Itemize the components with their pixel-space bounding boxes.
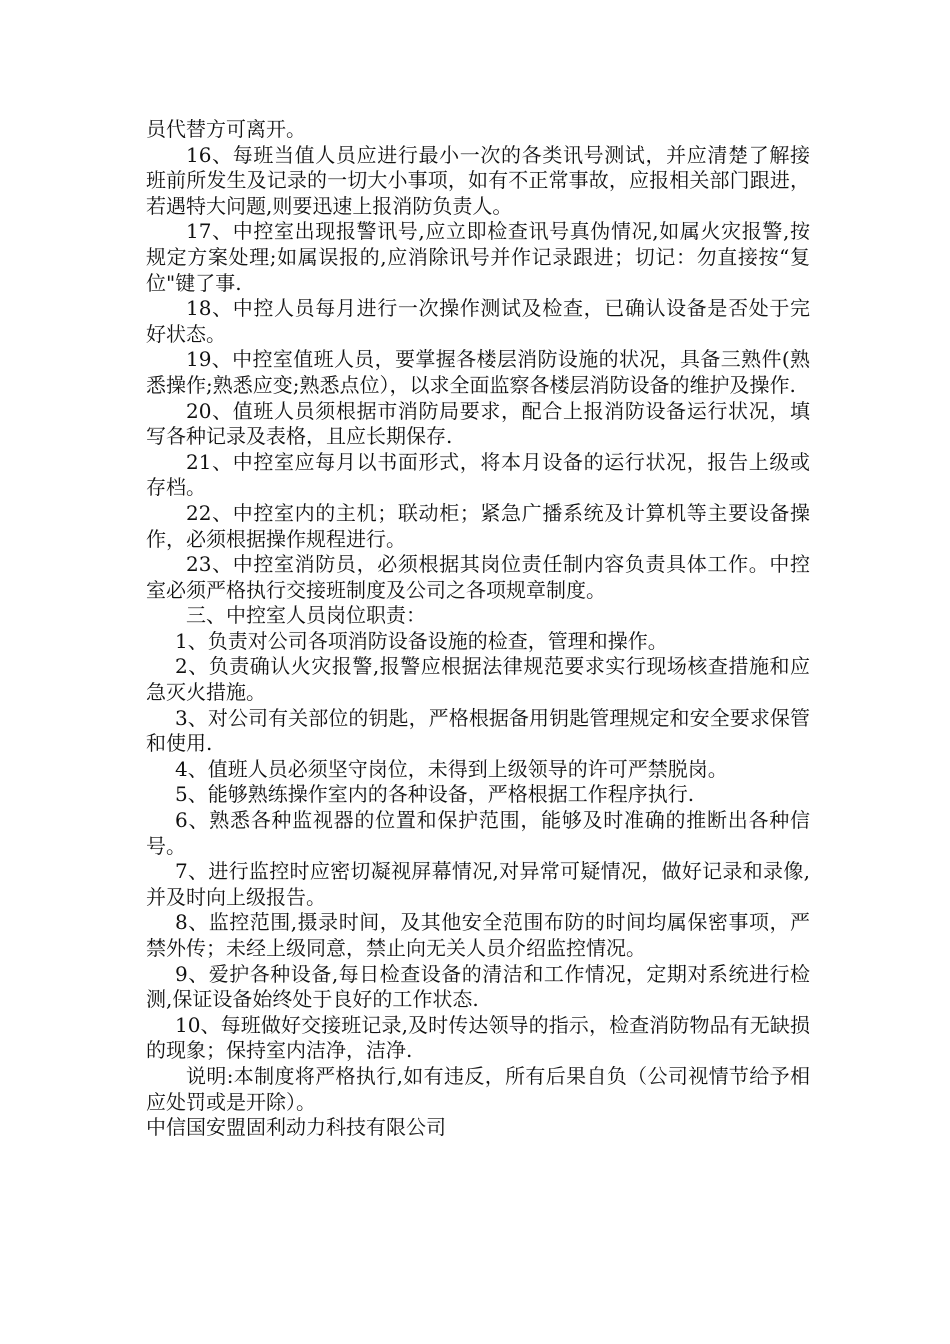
company-signature: 中信国安盟固利动力科技有限公司 <box>146 1115 446 1140</box>
paragraph-continuation: 员代替方可离开。 <box>146 117 306 141</box>
duty-6: 6、熟悉各种监视器的位置和保护范围，能够及时准确的推断出各种信号。 <box>146 808 810 858</box>
rule-20: 20、值班人员须根据市消防局要求，配合上报消防设备运行状况，填写各种记录及表格，且应长期保存. <box>146 398 810 449</box>
duty-3: 3、对公司有关部位的钥匙，严格根据备用钥匙管理规定和安全要求保管和使用. <box>146 705 810 756</box>
section-heading-duties: 三、中控室人员岗位职责： <box>186 603 426 628</box>
rule-18: 18、中控人员每月进行一次操作测试及检查，已确认设备是否处于完好状态。 <box>146 296 810 346</box>
rule-22: 22、中控室内的主机；联动柜；紧急广播系统及计算机等主要设备操作，必须根据操作规程进行。 <box>146 500 810 551</box>
rule-21: 21、中控室应每月以书面形式，将本月设备的运行状况，报告上级或存档。 <box>146 449 810 500</box>
duty-5: 5、能够熟练操作室内的各种设备，严格根据工作程序执行. <box>175 782 695 807</box>
duty-7: 7、进行监控时应密切凝视屏幕情况,对异常可疑情况，做好记录和录像,并及时向上级报告。 <box>146 859 810 909</box>
duty-1: 1、负责对公司各项消防设备设施的检查，管理和操作。 <box>175 628 668 653</box>
duty-2: 2、负责确认火灾报警,报警应根据法律规范要求实行现场核查措施和应急灭火措施。 <box>146 654 810 705</box>
rule-17: 17、中控室出现报警讯号,应立即检查讯号真伪情况,如属火灾报警,按规定方案处理;如属误报的,应消除讯号并作记录跟进；切记：勿直接按“复位"键了事. <box>146 219 810 295</box>
rule-23: 23、中控室消防员，必须根据其岗位责任制内容负责具体工作。中控室必须严格执行交接班制度及公司之各项规章制度。 <box>146 552 810 602</box>
policy-note: 说明:本制度将严格执行,如有违反，所有后果自负（公司视情节给予相应处罚或是开除）。 <box>146 1063 810 1114</box>
duty-10: 10、每班做好交接班记录,及时传达领导的指示，检查消防物品有无缺损的现象；保持室内洁净，洁净. <box>146 1012 810 1063</box>
duty-8: 8、监控范围,摄录时间，及其他安全范围布防的时间均属保密事项，严禁外传；未经上级同意，禁止向无关人员介绍监控情况。 <box>146 910 810 960</box>
document-body <box>146 117 810 1141</box>
rule-16: 16、每班当值人员应进行最小一次的各类讯号测试，并应清楚了解接班前所发生及记录的一切大小事项，如有不正常事故，应报相关部门跟进，若遇特大问题,则要迅速上报消防负责人。 <box>146 142 810 218</box>
duty-4: 4、值班人员必须坚守岗位，未得到上级领导的许可严禁脱岗。 <box>175 756 728 781</box>
duty-9: 9、爱护各种设备,每日检查设备的清洁和工作情况，定期对系统进行检测,保证设备始终处于良好的工作状态. <box>146 961 810 1012</box>
rule-19: 19、中控室值班人员，要掌握各楼层消防设施的状况，具备三熟件(熟悉操作;熟悉应变;熟悉点位），以求全面监察各楼层消防设备的维护及操作. <box>146 347 810 397</box>
